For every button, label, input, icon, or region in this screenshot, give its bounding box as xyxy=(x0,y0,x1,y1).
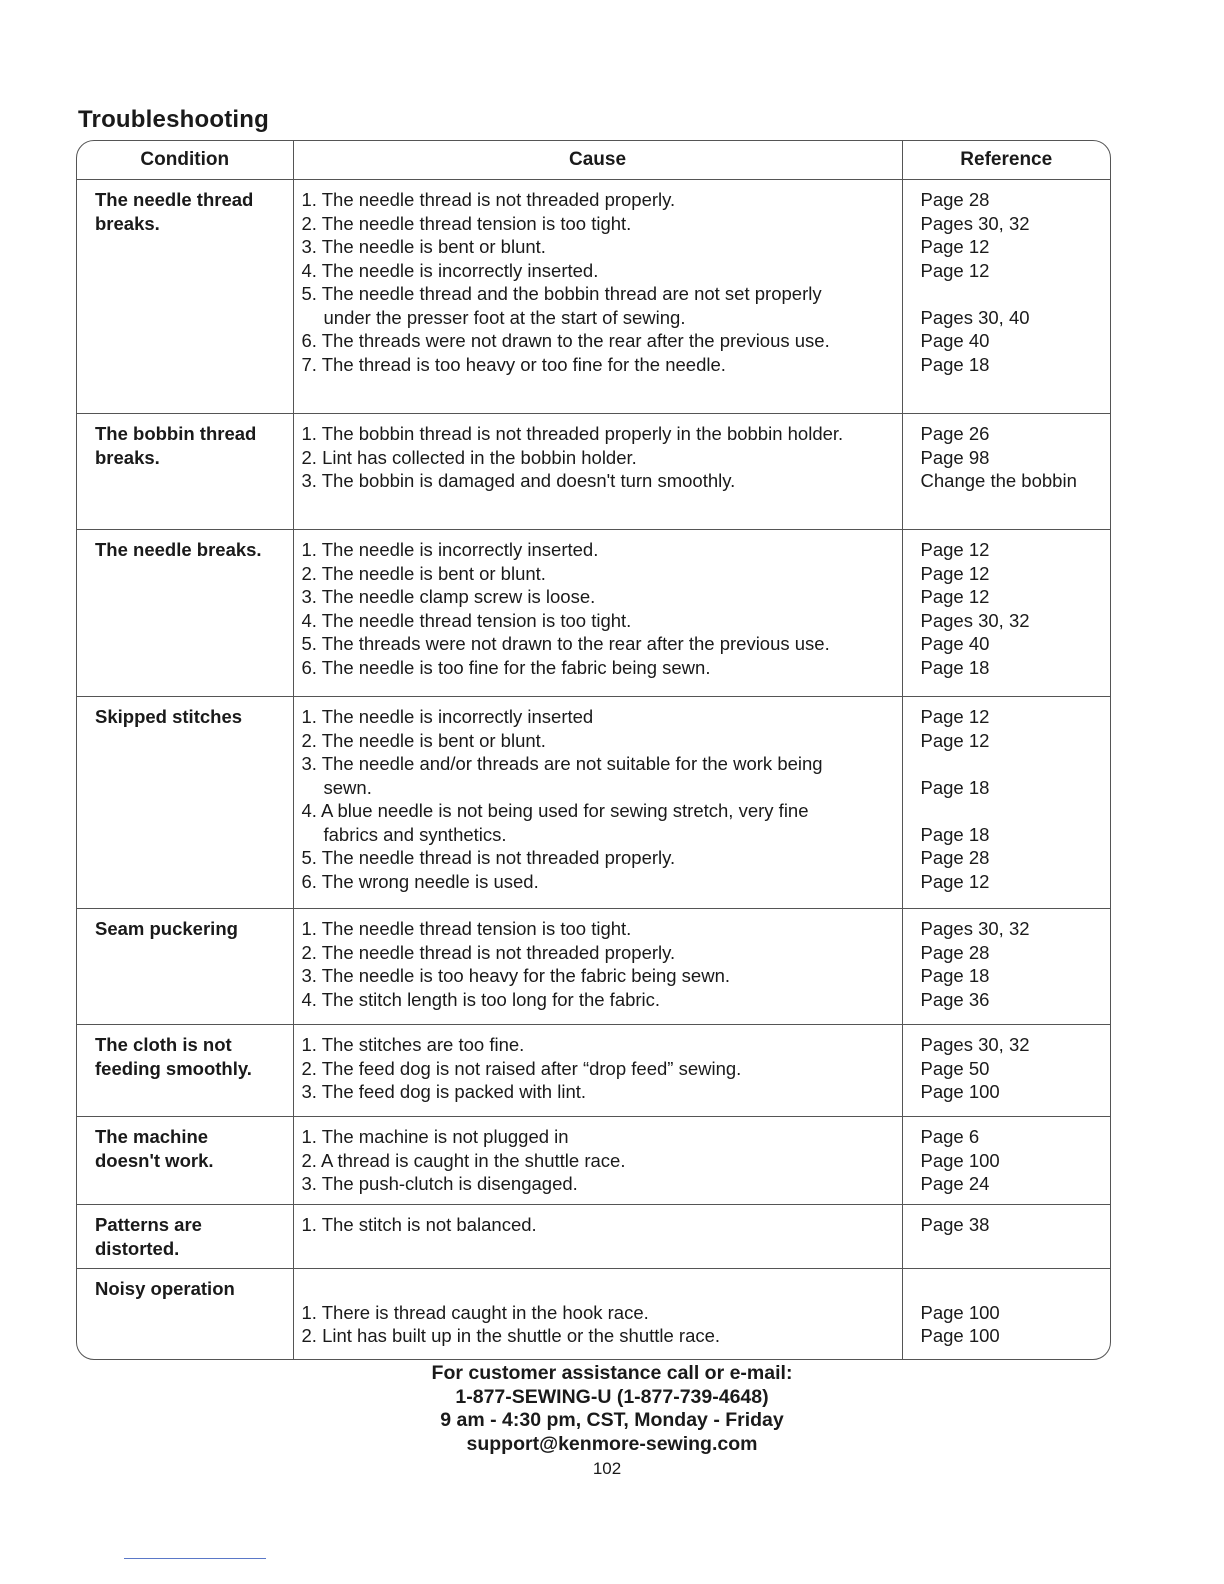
reference-item: Page 12 xyxy=(920,236,990,257)
cause-item: 1. The needle is incorrectly inserted. xyxy=(301,539,599,560)
reference-item: Page 40 xyxy=(920,633,990,654)
cause-item xyxy=(302,1277,892,1301)
reference-cell xyxy=(902,414,1110,530)
table-row xyxy=(77,1117,1110,1205)
reference-item: Page 100 xyxy=(920,1325,1000,1346)
reference-item xyxy=(921,752,1105,776)
cause-item: 1. The needle is incorrectly inserted xyxy=(301,706,594,727)
condition-cell xyxy=(77,697,293,909)
cause-item: 3. The needle is bent or blunt. xyxy=(301,236,546,257)
table-row xyxy=(77,414,1110,530)
cause-item: 4. The needle thread tension is too tight. xyxy=(301,609,632,631)
condition-cell xyxy=(77,180,293,414)
cause-item: 7. The thread is too heavy or too fine for the needle. xyxy=(301,353,726,375)
cause-item: 3. The bobbin is damaged and doesn't turn smoothly. xyxy=(301,470,736,491)
troubleshooting-table xyxy=(76,140,1111,1360)
table-row xyxy=(77,909,1110,1025)
reference-item: Pages 30, 32 xyxy=(920,1034,1030,1055)
cause-item: 1. The machine is not plugged in xyxy=(301,1126,569,1147)
footer-hours: 9 am - 4:30 pm, CST, Monday - Friday xyxy=(440,1409,784,1431)
cause-item: 4. The needle is incorrectly inserted. xyxy=(301,259,599,281)
reference-item: Page 18 xyxy=(920,823,990,845)
cause-item: 2. The needle thread tension is too tight. xyxy=(301,212,632,234)
cause-item: 1. The needle thread is not threaded properly. xyxy=(301,189,676,210)
reference-cell xyxy=(902,1269,1110,1359)
reference-cell xyxy=(902,530,1110,697)
condition-cell xyxy=(77,414,293,530)
reference-item: Page 12 xyxy=(920,539,990,560)
reference-item: Page 12 xyxy=(920,562,990,584)
cause-item: 1. The needle thread tension is too tight. xyxy=(301,918,632,939)
reference-item: Pages 30, 32 xyxy=(920,212,1030,234)
condition-text: feeding smoothly. xyxy=(95,1057,252,1079)
customer-assistance-footer xyxy=(0,1362,1224,1456)
cause-item: 2. Lint has collected in the bobbin holder. xyxy=(301,446,637,468)
cause-item: fabrics and synthetics. xyxy=(323,823,507,845)
cause-item: 5. The needle thread is not threaded properly. xyxy=(301,847,676,868)
reference-item: Page 28 xyxy=(920,847,990,868)
condition-text: doesn't work. xyxy=(95,1149,214,1171)
reference-item: Page 12 xyxy=(920,259,990,281)
cause-cell xyxy=(293,1025,902,1117)
cause-cell xyxy=(293,1269,902,1359)
reference-cell xyxy=(902,697,1110,909)
footer-phone: 1-877-SEWING-U (1-877-739-4648) xyxy=(455,1385,769,1408)
condition-text: The machine xyxy=(95,1126,209,1147)
condition-text: Noisy operation xyxy=(95,1278,235,1299)
cause-item: 6. The wrong needle is used. xyxy=(301,870,539,892)
cause-item: 2. Lint has built up in the shuttle or the shuttle race. xyxy=(301,1325,721,1346)
condition-cell xyxy=(77,530,293,697)
cause-item: 3. The needle and/or threads are not suitable for the work being xyxy=(301,753,823,774)
condition-text: Patterns are xyxy=(95,1214,202,1235)
cause-item: 2. The needle thread is not threaded properly. xyxy=(301,941,676,963)
reference-item: Pages 30, 40 xyxy=(920,306,1030,328)
reference-item: Page 36 xyxy=(920,988,990,1010)
cause-cell xyxy=(293,414,902,530)
reference-cell xyxy=(902,180,1110,414)
cause-cell xyxy=(293,1117,902,1205)
reference-item: Page 18 xyxy=(920,656,990,678)
reference-header: Reference xyxy=(902,141,1110,180)
table-header-row xyxy=(77,141,1110,180)
reference-item: Page 12 xyxy=(920,729,990,751)
condition-cell xyxy=(77,1117,293,1205)
condition-text: breaks. xyxy=(95,212,160,234)
reference-item: Page 6 xyxy=(920,1126,980,1147)
reference-item: Page 18 xyxy=(920,776,990,798)
condition-cell xyxy=(77,1269,293,1359)
cause-item: 1. The stitch is not balanced. xyxy=(301,1214,537,1235)
reference-item: Page 98 xyxy=(920,446,990,468)
cause-item: 5. The needle thread and the bobbin thread are not set properly xyxy=(301,283,822,304)
reference-item: Pages 30, 32 xyxy=(920,609,1030,631)
cause-cell xyxy=(293,909,902,1025)
cause-item: 5. The threads were not drawn to the rear after the previous use. xyxy=(301,633,830,654)
condition-header: Condition xyxy=(77,141,293,180)
reference-item: Page 38 xyxy=(920,1214,990,1235)
cause-item: 1. The bobbin thread is not threaded properly in the bobbin holder. xyxy=(301,423,844,444)
cause-cell xyxy=(293,530,902,697)
reference-item: Page 24 xyxy=(920,1173,990,1194)
cause-item: 2. The feed dog is not raised after “drop feed” sewing. xyxy=(301,1057,742,1079)
reference-item: Page 50 xyxy=(920,1057,990,1079)
reference-item: Page 12 xyxy=(920,870,990,892)
reference-item: Pages 30, 32 xyxy=(920,918,1030,939)
reference-item: Page 26 xyxy=(920,423,990,444)
condition-cell xyxy=(77,1205,293,1269)
reference-item: Page 18 xyxy=(920,353,990,375)
cause-item: 3. The needle is too heavy for the fabric being sewn. xyxy=(301,965,731,986)
table-row xyxy=(77,530,1110,697)
cause-item: sewn. xyxy=(323,776,372,798)
condition-text: The bobbin thread xyxy=(95,423,257,444)
table-row xyxy=(77,180,1110,414)
reference-item: Change the bobbin xyxy=(920,470,1077,491)
footer-email: support@kenmore-sewing.com xyxy=(466,1432,758,1455)
cause-item: 4. A blue needle is not being used for sewing stretch, very fine xyxy=(301,800,809,821)
condition-text: breaks. xyxy=(95,446,160,468)
cause-item: 2. A thread is caught in the shuttle race. xyxy=(301,1149,626,1171)
cause-item: 2. The needle is bent or blunt. xyxy=(301,562,546,584)
table-row xyxy=(77,697,1110,909)
footer-heading: For customer assistance call or e-mail: xyxy=(431,1362,793,1384)
reference-item xyxy=(921,799,1105,823)
cause-item: 6. The threads were not drawn to the rear after the previous use. xyxy=(301,330,830,351)
reference-item: Page 28 xyxy=(920,189,990,210)
condition-text: Skipped stitches xyxy=(95,706,243,727)
reference-item: Page 18 xyxy=(920,965,990,986)
reference-cell xyxy=(902,1205,1110,1269)
cause-item: 1. There is thread caught in the hook race. xyxy=(301,1301,649,1323)
reference-item xyxy=(921,1277,1105,1301)
table-row xyxy=(77,1205,1110,1269)
page-title: Troubleshooting xyxy=(78,106,269,133)
cause-item: 4. The stitch length is too long for the fabric. xyxy=(301,988,661,1010)
cause-item: 1. The stitches are too fine. xyxy=(301,1034,525,1055)
condition-text: The needle thread xyxy=(95,189,254,210)
cause-item: 3. The needle clamp screw is loose. xyxy=(301,586,596,607)
cause-item: under the presser foot at the start of sewing. xyxy=(323,306,686,328)
condition-cell xyxy=(77,909,293,1025)
table-row xyxy=(77,1025,1110,1117)
condition-text: The cloth is not xyxy=(95,1034,232,1055)
reference-cell xyxy=(902,1025,1110,1117)
cause-cell xyxy=(293,697,902,909)
reference-item: Page 100 xyxy=(920,1149,1000,1171)
cause-cell xyxy=(293,180,902,414)
condition-text: distorted. xyxy=(95,1237,180,1259)
reference-cell xyxy=(902,1117,1110,1205)
reference-item: Page 100 xyxy=(920,1301,1000,1323)
condition-text: Seam puckering xyxy=(95,918,238,939)
reference-item xyxy=(921,282,1105,306)
cause-item: 6. The needle is too fine for the fabric being sewn. xyxy=(301,656,711,678)
table-row xyxy=(77,1269,1110,1359)
page-number: 102 xyxy=(592,1459,622,1478)
condition-text: The needle breaks. xyxy=(95,539,262,560)
cause-item: 3. The feed dog is packed with lint. xyxy=(301,1081,587,1102)
reference-item: Page 12 xyxy=(920,706,990,727)
cause-item: 2. The needle is bent or blunt. xyxy=(301,729,546,751)
condition-cell xyxy=(77,1025,293,1117)
reference-item: Page 28 xyxy=(920,941,990,963)
reference-item: Page 40 xyxy=(920,330,990,351)
bottom-divider xyxy=(124,1558,266,1559)
cause-header: Cause xyxy=(293,141,902,180)
cause-cell xyxy=(293,1205,902,1269)
cause-item: 3. The push-clutch is disengaged. xyxy=(301,1173,578,1194)
reference-item: Page 12 xyxy=(920,586,990,607)
reference-item: Page 100 xyxy=(920,1081,1000,1102)
reference-cell xyxy=(902,909,1110,1025)
